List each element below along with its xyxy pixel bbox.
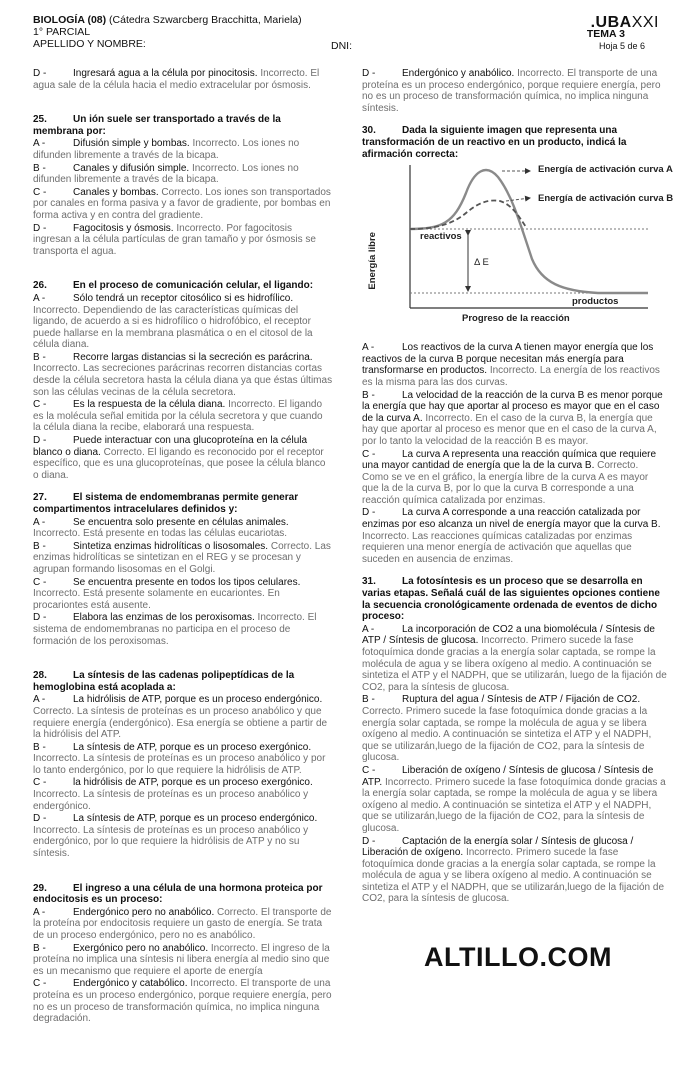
course-chair: (Cátedra Szwarcberg Bracchitta, Mariela) [106,14,302,26]
option-c: C - Canales y bombas. Correcto. Los iones son transportados por canales en forma pasiva y a favor de gradiente, por bombas en forma activa y en contra del gradiente. [33,186,331,221]
question-26 [33,280,333,481]
course-title: BIOLOGÍA (08) [33,14,107,26]
option-d: D - Captación de la energía solar / Síntesis de glucosa / Liberación de oxígeno. Incorrecto. Primero sucede la fase fotoquímica donde gracias a la energía solar captada, se rompe la molécula de agua y se libera oxígeno al medio. A continuación se sintetiza el ATP y el NADPH, que se utilizarán,luego de la fijación de CO2, para la síntesis de glucosa. [362,835,665,905]
option-d: D - Fagocitosis y ósmosis. Incorrecto. Por fagocitosis ingresan a la célula partículas de gran tamaño y por ósmosis se transporta el agua. [33,222,316,257]
right-column [362,68,674,906]
question-30 [362,125,674,565]
option-d: D - Elabora las enzimas de los peroxisomas. Incorrecto. El sistema de endomembranas no participa en el proceso de formación de los peroxisomas. [33,612,317,647]
legend-curve-b: Energía de activación curva B [538,193,674,205]
option-c: C - La curva A representa una reacción química que requiere una mayor cantidad de energía que la de la curva B. Correcto. Como se ve en el gráfico, la energía libre de la curva A es mayor que la de la curva B, por lo que la curva B corresponde a una reacción química catalizada por enzimas. [362,448,657,506]
option-c: C - la hidrólisis de ATP, porque es un proceso exergónico. Incorrecto. La síntesis de proteínas es un proceso anabólico y endergónico. [33,777,313,812]
question-29 [33,883,333,1025]
question-title: 28. La síntesis de las cadenas polipeptídicas de la hemoglobina está acoplada a: [33,670,295,693]
question-title: 30. Dada la siguiente imagen que representa una transformación de un reactivo en un producto, indicá la afirmación correcta: [362,125,627,160]
y-axis-label: Energía libre [366,232,378,290]
left-column [33,68,333,1026]
option-c: C - Liberación de oxígeno / Síntesis de glucosa / Síntesis de ATP. Incorrecto. Primero sucede la fase fotoquímica donde gracias a la energía solar captada, se rompe la molécula de agua y se libera oxígeno al medio. A continuación se sintetiza el ATP y el NADPH, que se utilizarán,luego de la fijación de CO2, para la síntesis de glucosa. [362,764,666,834]
question-31 [362,576,667,905]
q24-option-d: D - Ingresará agua a la célula por pinocitosis. Incorrecto. El agua sale de la célula hacia el medio extracelular por ósmosis. [33,68,320,91]
option-d: D - La curva A corresponde a una reacción catalizada por enzimas por eso alcanza un nivel de energía mayor que la curva B. Incorrecto. Las reacciones químicas catalizadas por enzimas requieren una menor energía de activación que aquellas que suceden en ausencia de enzimas. [362,507,661,565]
option-b: B - La velocidad de la reacción de la curva B es menor porque la energía que hay que aportar al proceso es mayor que en el caso de la curva A. Incorrecto. En el caso de la curva B, la energía que hay que aportar al proceso es menor que en el caso de la curva A, por lo tanto la velocidad de la reacción B es mayor. [362,389,663,447]
altillo-watermark: ALTILLO.COM [424,942,612,972]
question-title: 25. Un ión suele ser transportado a través de la membrana por: [33,114,281,137]
label-productos: productos [572,296,619,308]
option-b: B - Ruptura del agua / Síntesis de ATP / Fijación de CO2. Correcto. Primero sucede la fase fotoquímica donde gracias a la energía solar captada, se rompe la molécula de agua y se libera oxígeno al medio. A continuación se sintetiza el ATP y el NADPH, que se utilizarán,luego de la fijación de CO2, para la síntesis de glucosa. [362,694,652,764]
option-b: B - Recorre largas distancias si la secreción es parácrina. Incorrecto. Las secreciones parácrinas recorren distancias cortas desde la célula secretora hasta la célula diana ya que éstas últimas son las células vecinas de la célula secretora. [33,351,333,398]
exam-label: 1° PARCIAL [33,26,91,38]
option-a: A - Los reactivos de la curva A tienen mayor energía que los reactivos de la curva B porque necesitan más energía para transformarse en productos. Incorrecto. La energía de los reactivos es la misma para las dos curvas. [362,342,660,388]
page-header [33,14,663,54]
option-c: C - Es la respuesta de la célula diana. Incorrecto. El ligando es la molécula señal emitida por la célula secretora y que cuando la célula diana la recibe, elaborará una respuesta. [33,399,323,434]
name-label: APELLIDO Y NOMBRE: [33,38,146,50]
label-delta-e: Δ E [474,257,489,269]
question-28 [33,670,333,860]
option-a: A - Difusión simple y bombas. Incorrecto. Los iones no difunden libremente a través de la bicapa. [33,138,300,161]
tema-label: TEMA 3 [586,28,625,40]
option-b: B - Canales y difusión simple. Incorrecto. Los iones no difunden libremente a través de la bicapa. [33,162,299,186]
label-reactivos: reactivos [420,231,462,243]
legend-curve-a: Energía de activación curva A [538,164,673,176]
question-25 [33,114,333,257]
option-d: D - La síntesis de ATP, porque es un proceso endergónico. Incorrecto. La síntesis de proteínas es un proceso anabólico y endergónico, por lo que requiere la hidrólisis de ATP y no su síntesis. [33,813,318,860]
option-b: B - La síntesis de ATP, porque es un proceso exergónico. Incorrecto. La síntesis de proteínas es un proceso anabólico y por lo tanto endergónico, por lo que requiere la hidrólisis de ATP. [33,741,326,776]
dni-label: DNI: [331,40,352,52]
question-title: 27. El sistema de endomembranas permite generar compartimentos intracelulares definidos y: [33,492,299,515]
page-number: Hoja 5 de 6 [598,41,645,51]
option-a: A - Sólo tendrá un receptor citosólico si es hidrofílico. Incorrecto. Dependiendo de las características químicas del ligando, de acuerdo a si es hidrofílico o hidrofóbico, el receptor puede hallarse en la membrana plasmática o en el citosol de la célula diana. [33,292,313,351]
uba-logo: .UBAXXI [590,14,659,31]
option-a: A - La hidrólisis de ATP, porque es un proceso endergónico. Correcto. La síntesis de proteínas es un proceso anabólico y que requiere energía (endergónico). Esa energía se obtiene a partir de la hidrólisis del ATP. [33,694,328,741]
option-c: C - Se encuentra presente en todos los tipos celulares. Incorrecto. Está presente solamente en eucariontes. En procariontes está ausente. [33,576,301,611]
option-c: C - Endergónico y catabólico. Incorrecto. El transporte de una proteína es un proceso endergónico, porque requiere energía, pero no es un proceso de transformación química, no implica ninguna degradación. [33,978,332,1025]
question-title: 26. En el proceso de comunicación celular, el ligando: [33,280,314,292]
q29-option-d: D - Endergónico y anabólico. Incorrecto. El transporte de una proteína es un proceso endergónico, porque requiere energía, pero no es un proceso de transformación química, no implica ninguna síntesis. [362,68,661,114]
x-axis-label: Progreso de la reacción [462,313,570,325]
option-a: A - Endergónico pero no anabólico. Correcto. El transporte de la proteína por endocitosis requiere un gasto de energía. Se trata de un proceso endergónico, pero no es anabólico. [33,906,332,941]
curve-b [410,201,526,230]
question-title: 29. El ingreso a una célula de una hormona proteica por endocitosis es un proceso: [33,882,323,906]
question-title: 31. La fotosíntesis es un proceso que se desarrolla en varias etapas. Señalá cuál de las siguientes opciones contiene la secuencia cronológicamente ordenada de eventos de dicho proceso: [362,576,660,623]
option-d: D - Puede interactuar con una glucoproteína en la célula blanco o diana. Correcto. El ligando es reconocido por el receptor específico, que es una glucoproteínas, que posee la célula blanco o diana. [33,435,326,481]
option-a: A - La incorporación de CO2 a una biomolécula / Síntesis de ATP / Síntesis de glucosa. Incorrecto. Primero sucede la fase fotoquímica donde gracias a la energía solar captada, se rompe la molécula de agua y se libera oxígeno al medio. A continuación se sintetiza el ATP y el NADPH, que se utilizarán, luego de la fijación de CO2, para la síntesis de glucosa. [362,623,667,693]
question-27 [33,492,333,647]
option-a: A - Se encuentra solo presente en células animales. Incorrecto. Está presente en todas las células eucariotas. [33,516,289,540]
option-b: B - Exergónico pero no anabólico. Incorrecto. El ingreso de la proteína no implica una síntesis ni libera energía al medio sino que es un mecanismo que requiere el aporte de energía [33,942,330,977]
activation-energy-chart [362,163,674,338]
header-left [33,14,302,50]
option-b: B - Sintetiza enzimas hidrolíticas o lisosomales. Correcto. Las enzimas hidrolíticas se sintetizan en el REG y se procesan y agrupan formando lisosomas en el Golgi. [33,540,331,575]
chart-svg [362,163,662,338]
